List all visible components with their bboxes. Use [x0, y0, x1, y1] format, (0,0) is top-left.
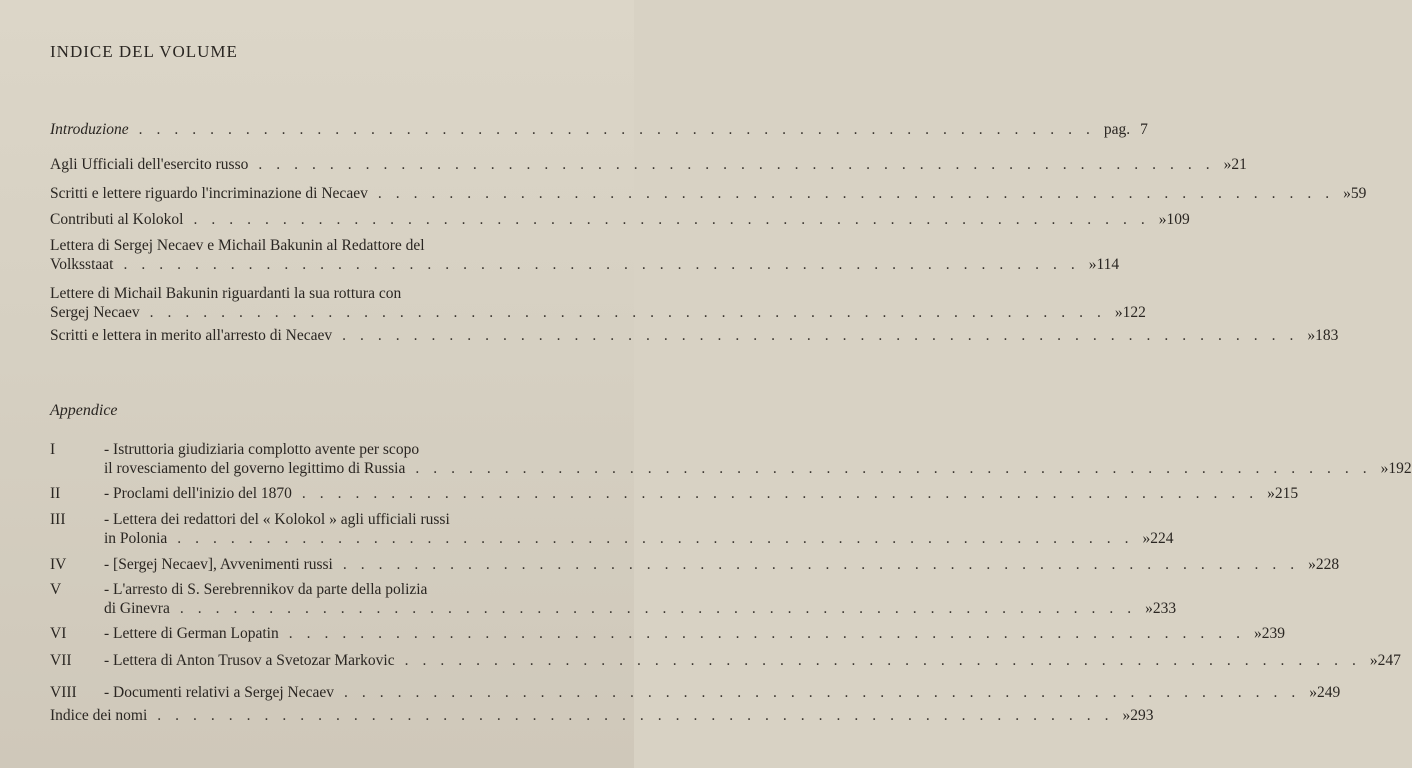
appendix-numeral: V	[50, 581, 62, 598]
entry-text: - Lettera di Anton Trusov a Svetozar Markovic	[104, 652, 395, 669]
page-number: 233	[1152, 600, 1177, 617]
dot-leader: ......................................................	[177, 530, 1143, 547]
entry-text: in Polonia	[104, 530, 168, 547]
ditto-mark: »	[1142, 530, 1151, 547]
page-label: pag.	[1103, 121, 1131, 138]
ditto-mark: »	[1088, 256, 1097, 273]
dot-leader: ......................................................	[342, 556, 1309, 573]
appendix-entry	[50, 484, 1299, 503]
ditto-mark: »	[1253, 625, 1262, 642]
page-number: 247	[1377, 652, 1401, 669]
dot-leader: ......................................................	[288, 625, 1254, 642]
entry-text: Lettere di Michail Bakunin riguardanti la sua rottura con	[50, 285, 402, 302]
entry-text: - Lettera dei redattori del « Kolokol » agli ufficiali russi	[104, 511, 450, 528]
entry-text: di Ginevra	[104, 600, 170, 617]
index-title: INDICE DEL VOLUME	[50, 42, 238, 61]
page-number: 109	[1166, 211, 1190, 228]
ditto-mark: »	[1145, 600, 1153, 617]
appendix-numeral: I	[50, 441, 56, 458]
page-number: 215	[1274, 485, 1299, 502]
ditto-mark: »	[1307, 327, 1316, 344]
ditto-mark: »	[1114, 304, 1123, 321]
toc-entry	[50, 284, 1146, 322]
toc-entry	[50, 326, 1339, 345]
appendix-heading: Appendice	[50, 402, 118, 419]
entry-text: - [Sergej Necaev], Avvenimenti russi	[104, 556, 333, 573]
entry-text: - L'arresto di S. Serebrennikov da parte della polizia	[104, 581, 428, 598]
dot-leader: ......................................................	[343, 684, 1310, 701]
dot-leader: ......................................................	[179, 600, 1146, 617]
dot-leader: ......................................................	[138, 121, 1104, 138]
page-number: 224	[1150, 530, 1174, 547]
entry-text: il rovesciamento del governo legittimo di Russia	[104, 460, 406, 477]
ditto-mark: »	[1308, 556, 1316, 573]
appendix-numeral: VI	[50, 625, 67, 642]
ditto-mark: »	[1223, 156, 1232, 173]
ditto-mark: »	[1343, 185, 1351, 202]
toc-entry	[50, 236, 1120, 274]
toc-entry	[50, 155, 1247, 174]
dot-leader: ......................................................	[258, 156, 1224, 173]
page-number: 114	[1096, 256, 1120, 273]
dot-leader: ......................................................	[404, 652, 1370, 669]
intro-label: Introduzione	[50, 121, 129, 138]
entry-text: Agli Ufficiali dell'esercito russo	[50, 156, 249, 173]
dot-leader: ......................................................	[123, 256, 1089, 273]
dot-leader: ......................................................	[149, 304, 1115, 321]
toc-entry	[50, 184, 1367, 203]
page-number: 239	[1261, 625, 1285, 642]
ditto-mark: »	[1369, 652, 1378, 669]
entry-text: Scritti e lettere riguardo l'incriminazione di Necaev	[50, 185, 368, 202]
appendix-numeral: IV	[50, 556, 67, 573]
ditto-mark: »	[1158, 211, 1167, 228]
intro-entry	[50, 120, 1148, 139]
page-number: 21	[1231, 156, 1247, 173]
dot-leader: ......................................................	[377, 185, 1344, 202]
toc-entry	[50, 210, 1190, 229]
dot-leader: ......................................................	[301, 485, 1268, 502]
appendix-numeral: II	[50, 485, 61, 502]
appendix-entry	[50, 624, 1285, 643]
page-number: 122	[1122, 304, 1146, 321]
page-number: 59	[1350, 185, 1367, 202]
entry-text: Scritti e lettera in merito all'arresto di Necaev	[50, 327, 333, 344]
dot-leader: ......................................................	[157, 707, 1123, 724]
dot-leader: ......................................................	[342, 327, 1308, 344]
entry-text: Sergej Necaev	[50, 304, 140, 321]
page-number: 228	[1315, 556, 1340, 573]
entry-text: - Lettere di German Lopatin	[104, 625, 279, 642]
appendix-numeral: III	[50, 511, 66, 528]
appendix-entry	[50, 510, 1174, 548]
page-number: 7	[1140, 121, 1148, 138]
appendix-entry	[50, 440, 1412, 478]
page-number: 183	[1315, 327, 1339, 344]
page-number: 293	[1130, 707, 1154, 724]
page-number: 249	[1316, 684, 1341, 701]
entry-text: Lettera di Sergej Necaev e Michail Bakunin al Redattore del	[50, 237, 425, 254]
entry-text: Indice dei nomi	[50, 707, 148, 724]
page-number: 192	[1388, 460, 1412, 477]
appendix-entry	[50, 683, 1341, 702]
ditto-mark: »	[1380, 460, 1389, 477]
appendix-numeral: VII	[50, 652, 72, 669]
ditto-mark: »	[1267, 485, 1275, 502]
dot-leader: ......................................................	[415, 460, 1381, 477]
dot-leader: ......................................................	[193, 211, 1159, 228]
entry-text: - Documenti relativi a Sergej Necaev	[104, 684, 334, 701]
appendix-entry	[50, 651, 1401, 670]
appendix-numeral: VIII	[50, 684, 77, 701]
ditto-mark: »	[1309, 684, 1317, 701]
appendix-entry	[50, 580, 1177, 618]
entry-text: - Istruttoria giudiziaria complotto avente per scopo	[104, 441, 420, 458]
entry-text: - Proclami dell'inizio del 1870	[104, 485, 292, 502]
entry-text: Contributi al Kolokol	[50, 211, 184, 228]
ditto-mark: »	[1122, 707, 1131, 724]
appendix-entry	[50, 555, 1340, 574]
entry-text: Volksstaat	[50, 256, 114, 273]
appendix-entry	[50, 706, 1154, 725]
